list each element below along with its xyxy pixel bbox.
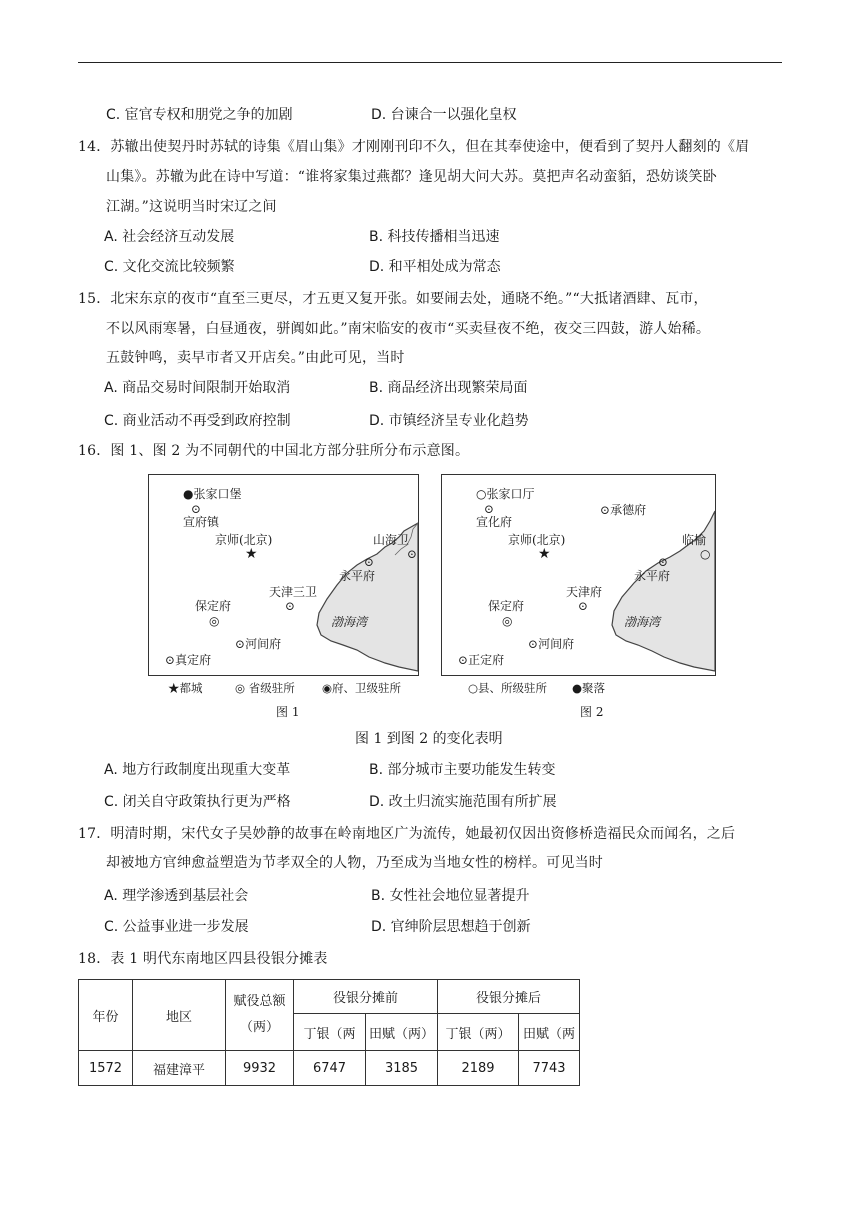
q13-option-c[interactable]: C. 宦官专权和朋党之争的加剧 (106, 107, 293, 123)
table-row (79, 1051, 580, 1086)
q15-option-d[interactable]: D. 市镇经济呈专业化趋势 (369, 413, 529, 429)
q16-option-d[interactable]: D. 改土归流实施范围有所扩展 (369, 794, 557, 810)
header-ding-silver-before: 丁银（两 (294, 1014, 366, 1051)
q14-option-d[interactable]: D. 和平相处成为常态 (369, 259, 501, 275)
map2-xuanhua-marker: ⊙ (484, 502, 495, 516)
header-land-tax-before: 田赋（两） (366, 1014, 438, 1051)
map1-baoding-marker: ◎ (209, 614, 220, 628)
settlement-dot-icon: ● (183, 487, 194, 501)
map2-baoding-marker: ◎ (502, 614, 513, 628)
header-region: 地区 (133, 980, 226, 1051)
map1-yongping-marker: ⊙ (364, 555, 375, 569)
map1-caption: 图 1 (276, 705, 300, 719)
q16-option-b[interactable]: B. 部分城市主要功能发生转变 (369, 762, 556, 778)
cell-ding-after: 2189 (438, 1051, 519, 1086)
map1-tianjin-label: 天津三卫 (269, 585, 318, 599)
map2-linyu-label: 临榆 (682, 533, 707, 547)
cell-year: 1572 (79, 1051, 133, 1086)
header-ding-silver-after: 丁银（两） (438, 1014, 519, 1051)
map1-xuanfu-marker: ⊙ (191, 502, 202, 516)
q14-option-c[interactable]: C. 文化交流比较频繁 (104, 259, 235, 275)
q16-stem-line1: 16．图 1、图 2 为不同朝代的中国北方部分驻所分布示意图。 (78, 443, 470, 459)
q15-option-c[interactable]: C. 商业活动不再受到政府控制 (104, 413, 291, 429)
cell-region: 福建漳平 (133, 1051, 226, 1086)
map-figure-1 (148, 474, 419, 676)
header-total: 赋役总额 （两） (226, 980, 294, 1051)
q16-option-a[interactable]: A. 地方行政制度出现重大变革 (104, 762, 291, 778)
map2-tianjin-label: 天津府 (566, 585, 603, 599)
map1-legend-prefecture: ◉府、卫级驻所 (322, 681, 402, 695)
q17-option-c[interactable]: C. 公益事业进一步发展 (104, 919, 249, 935)
map1-shanhai-marker: ⊙ (407, 547, 418, 561)
q13-option-d[interactable]: D. 台谏合一以强化皇权 (371, 107, 517, 123)
map2-bohai-label: 渤海湾 (624, 615, 661, 629)
header-after: 役银分摊后 (438, 980, 580, 1014)
map2-yongping-marker: ⊙ (658, 555, 669, 569)
map1-legend-capital: ★都城 (168, 681, 203, 695)
coastline-2 (442, 475, 715, 675)
cell-land-before: 3185 (366, 1051, 438, 1086)
map1-xuanfu-label: 宣府镇 (183, 515, 220, 529)
header-rule (78, 62, 782, 63)
q14-stem-line3: 江湖。”这说明当时宋辽之间 (106, 199, 277, 215)
q15-stem-line2: 不以风雨寒暑，白昼通夜，骈阗如此。”南宋临安的夜市“买卖昼夜不绝，夜交三四鼓，游人始稀。 (106, 321, 711, 337)
q15-stem-line3: 五鼓钟鸣，卖早市者又开店矣。”由此可见，当时 (106, 350, 405, 366)
map1-legend-provincial: ◎ 省级驻所 (235, 681, 295, 695)
map2-chengde-label: ⊙承德府 (600, 503, 647, 517)
cell-ding-before: 6747 (294, 1051, 366, 1086)
q17-option-b[interactable]: B. 女性社会地位显著提升 (371, 888, 530, 904)
header-before: 役银分摊前 (294, 980, 438, 1014)
capital-star-icon: ★ (538, 546, 551, 562)
tax-allocation-table (78, 979, 580, 1086)
map2-zhangjiakou-label: ○张家口厅 (476, 487, 535, 501)
map-figure-2 (441, 474, 716, 676)
q16-option-c[interactable]: C. 闭关自守政策执行更为严格 (104, 794, 291, 810)
q15-option-b[interactable]: B. 商品经济出现繁荣局面 (369, 380, 528, 396)
map2-xuanhua-label: 宣化府 (476, 515, 513, 529)
q17-stem-line1: 17．明清时期，宋代女子吴妙静的故事在岭南地区广为流传，她最初仅因出资修桥造福民众而闻名，之后 (78, 826, 736, 842)
map2-caption: 图 2 (580, 705, 604, 719)
q17-stem-line2: 却被地方官绅愈益塑造为节孝双全的人物，乃至成为当地女性的榜样。可见当时 (106, 855, 603, 871)
map1-shanhai-label: 山海卫 (373, 533, 410, 547)
capital-star-icon: ★ (245, 546, 258, 562)
map2-legend-county: ○县、所级驻所 (468, 681, 548, 695)
header-year: 年份 (79, 980, 133, 1051)
q15-stem-line1: 15．北宋东京的夜市“直至三更尽，才五更又复开张。如要闹去处，通晓不绝。”“大抵诸酒肆、瓦市， (78, 291, 708, 307)
q15-option-a[interactable]: A. 商品交易时间限制开始取消 (104, 380, 291, 396)
map2-hejian-label: ⊙河间府 (528, 637, 575, 651)
map2-linyu-marker: ○ (700, 547, 711, 561)
map2-capital-label: 京师(北京) (508, 533, 566, 547)
q17-option-a[interactable]: A. 理学渗透到基层社会 (104, 888, 249, 904)
q14-stem-line1: 14．苏辙出使契丹时苏轼的诗集《眉山集》才刚刚刊印不久，但在其奉使途中，便看到了契丹人翻刻的《眉 (78, 139, 750, 155)
q18-stem-line1: 18．表 1 明代东南地区四县役银分摊表 (78, 951, 328, 967)
cell-land-after: 7743 (519, 1051, 580, 1086)
map2-tianjin-marker: ⊙ (578, 599, 589, 613)
map2-zhengding-label: ⊙正定府 (458, 653, 505, 667)
map2-yongping-label: 永平府 (634, 569, 671, 583)
q14-option-b[interactable]: B. 科技传播相当迅速 (369, 229, 500, 245)
map1-capital-label: 京师(北京) (215, 533, 273, 547)
map2-legend-settlement: ●聚落 (572, 681, 606, 695)
header-land-tax-after: 田赋（两 (519, 1014, 580, 1051)
map1-tianjin-marker: ⊙ (285, 599, 296, 613)
map1-zhangjiakou-label: ●张家口堡 (183, 487, 242, 501)
q16-question: 图 1 到图 2 的变化表明 (355, 731, 503, 747)
map2-baoding-label: 保定府 (488, 599, 525, 613)
map1-zhending-label: ⊙真定府 (165, 653, 212, 667)
q14-option-a[interactable]: A. 社会经济互动发展 (104, 229, 235, 245)
map1-bohai-label: 渤海湾 (331, 615, 368, 629)
q17-option-d[interactable]: D. 官绅阶层思想趋于创新 (371, 919, 531, 935)
coastline-1 (149, 475, 418, 675)
cell-total: 9932 (226, 1051, 294, 1086)
map1-yongping-label: 永平府 (339, 569, 376, 583)
q14-stem-line2: 山集》。苏辙为此在诗中写道：“谁将家集过燕都？逢见胡大问大苏。莫把声名动蛮貊，恐妨谈笑卧 (106, 169, 717, 185)
map1-hejian-label: ⊙河间府 (235, 637, 282, 651)
map1-baoding-label: 保定府 (195, 599, 232, 613)
